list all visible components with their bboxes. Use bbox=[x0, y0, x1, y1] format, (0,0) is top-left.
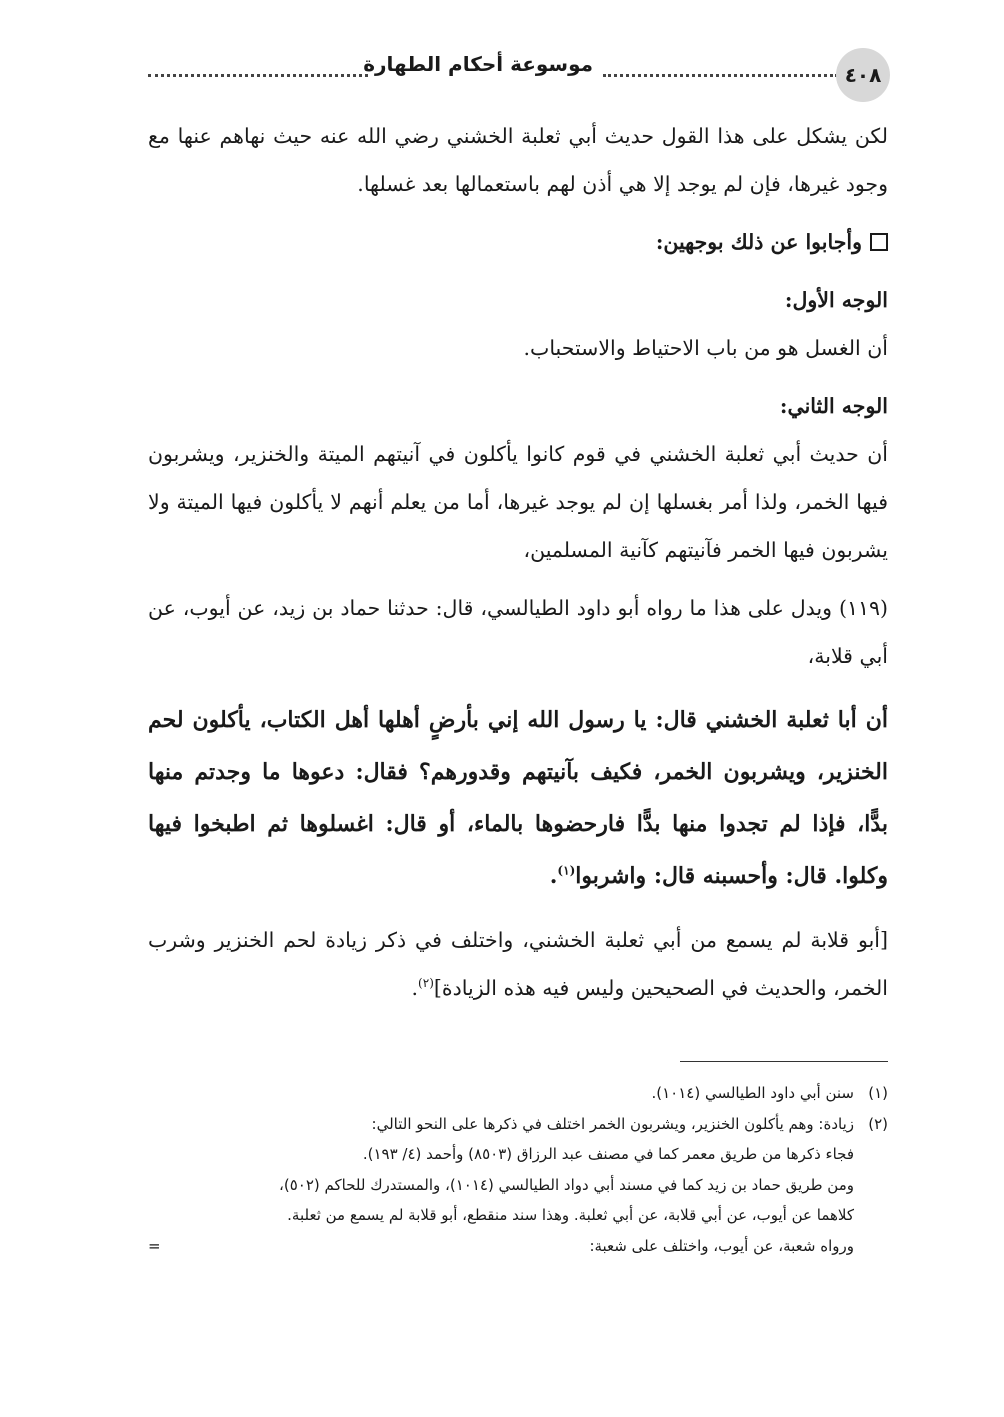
footnote-2-line-1: زيادة: وهم يأكلون الخنزير، ويشربون الخمر اختلف في ذكرها على النحو التالي: bbox=[371, 1114, 854, 1133]
book-title: موسوعة أحكام الطهارة bbox=[363, 52, 593, 76]
paragraph-first-aspect: أن الغسل هو من باب الاحتياط والاستحباب. bbox=[523, 336, 888, 360]
footnote-1-number: (١) bbox=[868, 1084, 888, 1102]
header-dotted-rule-right bbox=[603, 74, 838, 77]
grading-note-end: . bbox=[411, 976, 419, 1000]
heading-second-aspect: الوجه الثاني: bbox=[779, 394, 888, 418]
heading-first-aspect: الوجه الأول: bbox=[784, 288, 888, 312]
heading-answers-text: وأجابوا عن ذلك بوجهين: bbox=[655, 230, 862, 254]
footnote-2 bbox=[148, 1109, 888, 1140]
hadith-text bbox=[148, 694, 888, 902]
hadith-end: . bbox=[549, 863, 558, 889]
footnote-2-line: فجاء ذكرها من طريق معمر كما في مصنف عبد الرزاق (٨٥٠٣) وأحمد (٤/ ١٩٣). bbox=[362, 1145, 854, 1163]
grading-note-body: [أبو قلابة لم يسمع من أبي ثعلبة الخشني، واختلف في ذكر زيادة لحم الخنزير وشرب الخمر، والحديث في الصحيحين وليس فيه هذه الزيادة] bbox=[148, 928, 888, 1000]
page-number-badge bbox=[836, 48, 890, 102]
square-bullet-icon bbox=[870, 233, 888, 251]
footnote-1-text: سنن أبي داود الطيالسي (١٠١٤). bbox=[651, 1084, 854, 1102]
paragraph-narration-119: (١١٩) ويدل على هذا ما رواه أبو داود الطيالسي، قال: حدثنا حماد بن زيد، عن أيوب، عن أبي قلابة، bbox=[148, 596, 888, 668]
footnote-ref-1: (١) bbox=[557, 863, 576, 878]
footnote-2-line-5: ورواه شعبة، عن أيوب، واختلف على شعبة: bbox=[589, 1236, 854, 1255]
main-text bbox=[148, 112, 888, 1012]
page-header bbox=[148, 44, 888, 104]
footnote-2-line-last bbox=[148, 1231, 888, 1262]
hadith-body: أن أبا ثعلبة الخشني قال: يا رسول الله إني بأرضٍ أهلها أهل الكتاب، يأكلون لحم الخنزير، ويشربون الخمر، فكيف بآنيتهم وقدورهم؟ فقال: دعوها ما وجدتم منها بدًّا، فإذا لم تجدوا منها بدًّا فارحضوها بالماء، أو قال: اغسلوها ثم اطبخوا فيها وكلوا. قال: وأحسبنه قال: واشربوا bbox=[148, 707, 888, 889]
footnote-ref-2: (٢) bbox=[418, 976, 434, 991]
footnote-2-number: (٢) bbox=[868, 1114, 888, 1133]
footnote-2-line: كلاهما عن أيوب، عن أبي قلابة، عن أبي ثعلبة. وهذا سند منقطع، أبو قلابة لم يسمع من ثعلبة. bbox=[287, 1206, 854, 1224]
footnote-1 bbox=[148, 1078, 888, 1109]
paragraph-second-aspect: أن حديث أبي ثعلبة الخشني في قوم كانوا يأكلون في آنيتهم الميتة والخنزير، ويشربون فيها الخمر، ولذا أمر بغسلها إن لم يوجد غيرها، أما من يعلم أنهم لا يأكلون فيها الميتة ولا يشربون فيها الخمر فآنيتهم كآنية المسلمين، bbox=[148, 442, 888, 562]
footnotes bbox=[148, 1078, 888, 1261]
heading-answers bbox=[148, 218, 888, 266]
paragraph-grading-note bbox=[148, 916, 888, 1012]
page-number: ٤٠٨ bbox=[844, 63, 882, 87]
header-dotted-rule-left bbox=[148, 74, 368, 77]
continuation-mark: = bbox=[148, 1236, 161, 1255]
paragraph-objection: لكن يشكل على هذا القول حديث أبي ثعلبة الخشني رضي الله عنه حيث نهاهم عنها مع وجود غيرها، فإن لم يوجد إلا هي أذن لهم باستعمالها بعد غسلها. bbox=[148, 124, 889, 196]
footnote-separator bbox=[680, 1061, 888, 1062]
footnote-2-line: ومن طريق حماد بن زيد كما في مسند أبي دواد الطيالسي (١٠١٤)، والمستدرك للحاكم (٥٠٢)، bbox=[279, 1175, 854, 1194]
